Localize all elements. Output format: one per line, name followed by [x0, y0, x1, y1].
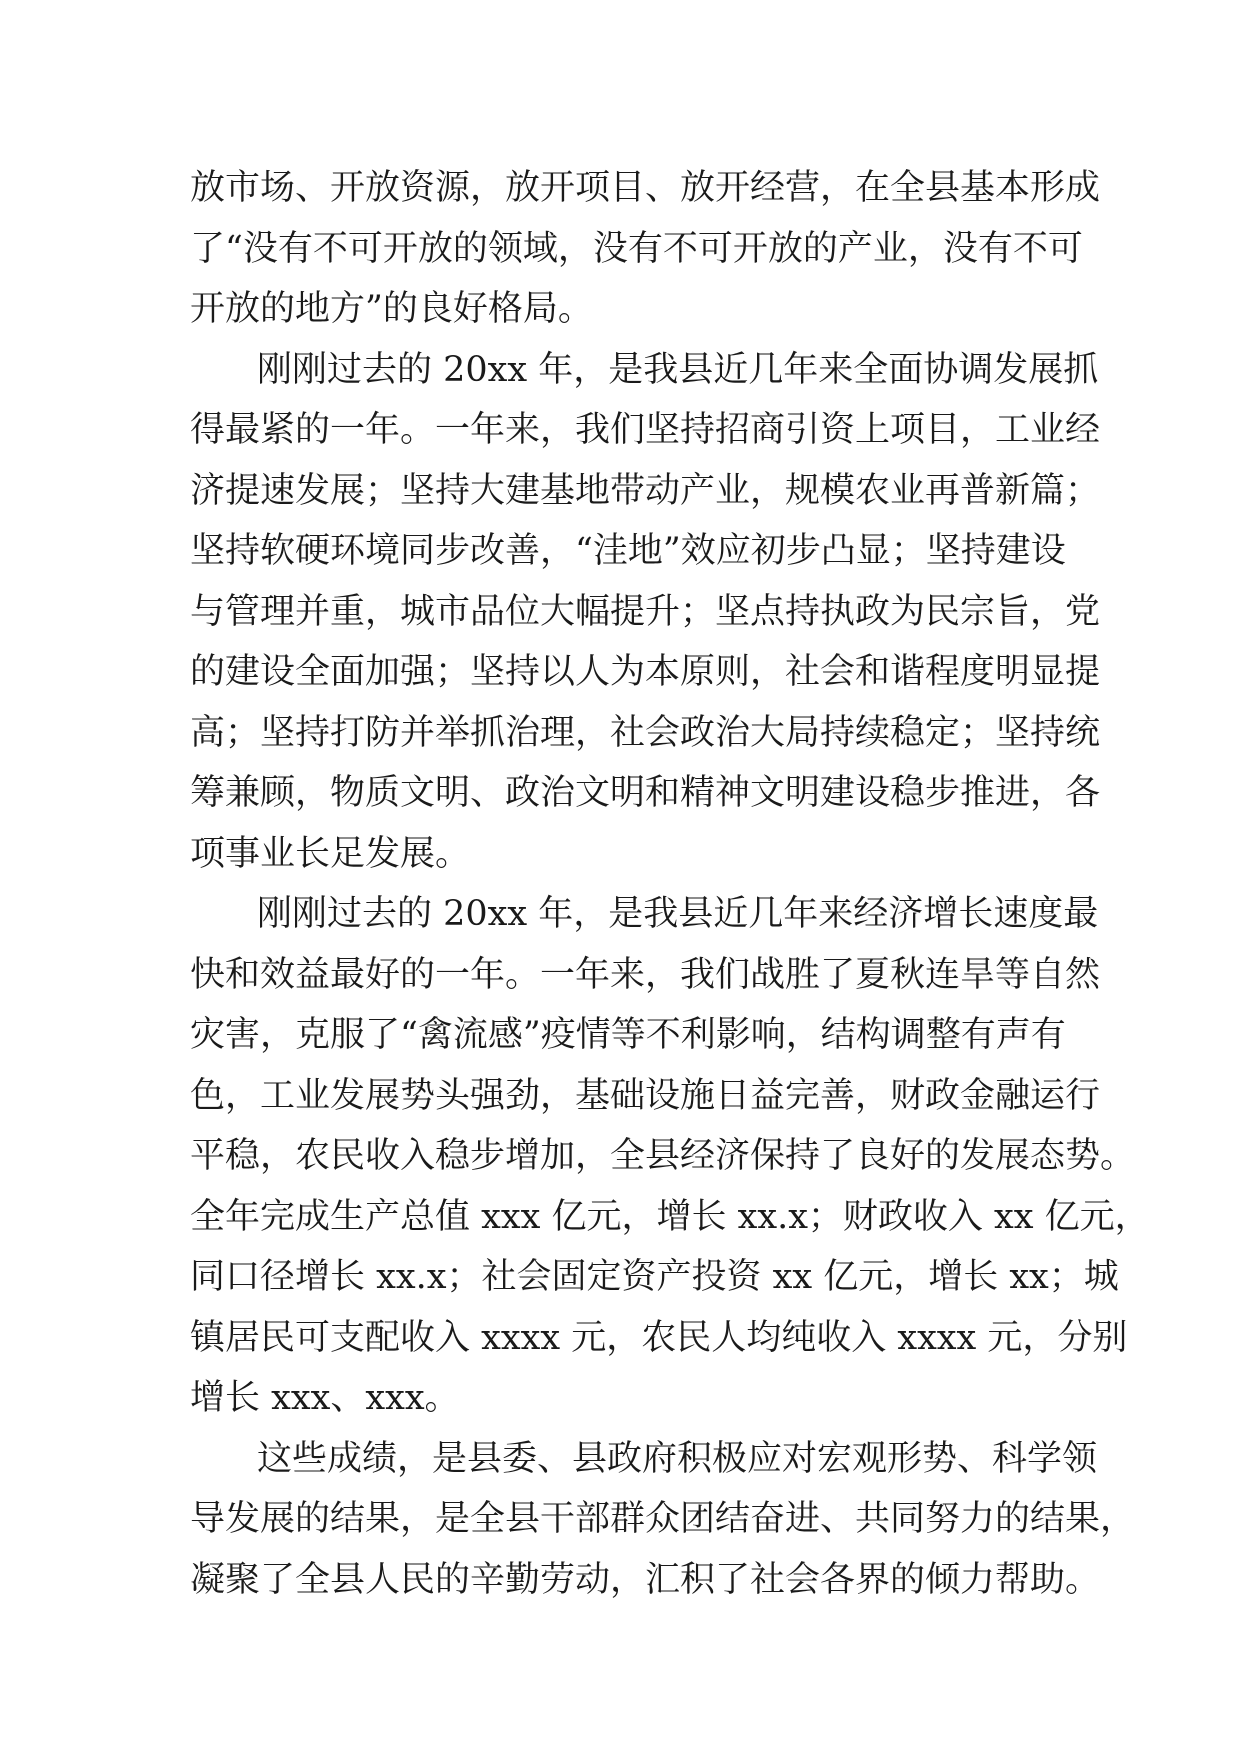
- text-line: 刚刚过去的 20xx 年，是我县近几年来全面协调发展抓: [257, 349, 1099, 390]
- paragraph-2: [190, 340, 1101, 885]
- text-line: 项事业长足发展。: [190, 833, 471, 874]
- text-line: 同口径增长 xx.x；社会固定资产投资 xx 亿元，增长 xx；城: [190, 1257, 1119, 1297]
- text-line: 得最紧的一年。一年来，我们坚持招商引资上项目，工业经: [190, 410, 1101, 450]
- text-line: 济提速发展；坚持大建基地带动产业，规模农业再普新篇；: [190, 470, 1101, 511]
- text-line: 了“没有不可开放的领域，没有不可开放的产业，没有不可: [190, 228, 1083, 269]
- text-line: 快和效益最好的一年。一年来，我们战胜了夏秋连旱等自然: [190, 954, 1101, 995]
- text-line: 增长 xxx、xxx。: [190, 1378, 460, 1418]
- text-line: 高；坚持打防并举抓治理，社会政治大局持续稳定；坚持统: [190, 712, 1101, 753]
- paragraph-1: [190, 158, 1101, 340]
- text-line: 灾害，克服了“禽流感”疫情等不利影响，结构调整有声有: [190, 1015, 1066, 1055]
- text-line: 坚持软硬环境同步改善，“洼地”效应初步凸显；坚持建设: [190, 531, 1066, 571]
- text-line: 与管理并重，城市品位大幅提升；坚点持执政为民宗旨，党: [190, 591, 1101, 632]
- paragraph-3: [190, 884, 1150, 1429]
- text-line: 色，工业发展势头强劲，基础设施日益完善，财政金融运行: [190, 1075, 1101, 1116]
- text-line: 平稳，农民收入稳步增加，全县经济保持了良好的发展态势。: [190, 1136, 1136, 1176]
- text-line: 放市场、开放资源，放开项目、放开经营，在全县基本形成: [190, 168, 1101, 208]
- text-line: 导发展的结果，是全县干部群众团结奋进、共同努力的结果，: [190, 1499, 1136, 1539]
- text-line: 镇居民可支配收入 xxxx 元，农民人均纯收入 xxxx 元，分别: [190, 1317, 1128, 1358]
- text-line: 全年完成生产总值 xxx 亿元，增长 xx.x；财政收入 xx 亿元，: [190, 1196, 1150, 1237]
- text-line: 凝聚了全县人民的辛勤劳动，汇积了社会各界的倾力帮助。: [190, 1559, 1101, 1600]
- text-line: 刚刚过去的 20xx 年，是我县近几年来经济增长速度最: [257, 894, 1099, 934]
- text-line: 筹兼顾，物质文明、政治文明和精神文明建设稳步推进，各: [190, 773, 1101, 813]
- text-line: 的建设全面加强；坚持以人为本原则，社会和谐程度明显提: [190, 652, 1101, 692]
- text-line: 开放的地方”的良好格局。: [190, 289, 593, 329]
- text-line: 这些成绩，是县委、县政府积极应对宏观形势、科学领: [257, 1438, 1098, 1479]
- paragraph-4: [190, 1429, 1136, 1611]
- document-body: [190, 158, 1150, 1610]
